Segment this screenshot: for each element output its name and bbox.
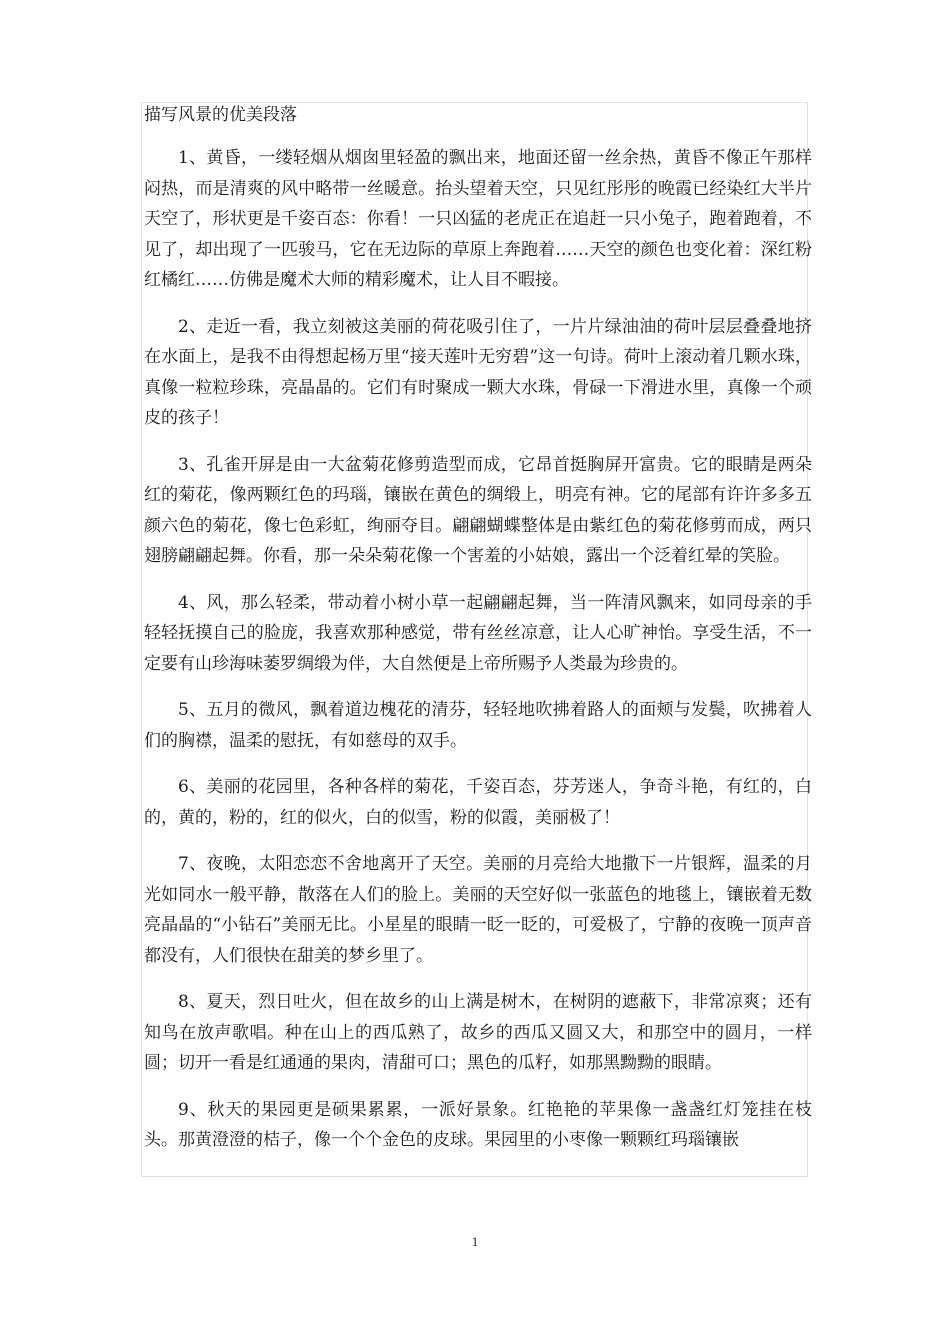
paragraph-8: 8、夏天，烈日吐火，但在故乡的山上满是树木，在树阴的遮蔽下，非常凉爽；还有知鸟在放声歌唱。种在山上的西瓜熟了，故乡的西瓜又圆又大，和那空中的圆月，一样圆；切开一看是红通通的果肉，清甜可口；黑色的瓜籽，如那黑黝黝的眼睛。 (144, 992, 812, 1073)
paragraph-7: 7、夜晚，太阳恋恋不舍地离开了天空。美丽的月亮给大地撒下一片银辉，温柔的月光如同水一般平静，散落在人们的脸上。美丽的天空好似一张蓝色的地毯上，镶嵌着无数亮晶晶的“小钻石”美丽无比。小星星的眼睛一眨一眨的，可爱极了，宁静的夜晚一顶声音都没有，人们很快在甜美的梦乡里了。 (144, 854, 812, 966)
paragraph-1: 1、黄昏，一缕轻烟从烟囱里轻盈的飘出来，地面还留一丝余热，黄昏不像正午那样闷热，而是清爽的风中略带一丝暖意。抬头望着天空，只见红彤彤的晚霞已经染红大半片天空了，形状更是千姿百态：你看！一只凶猛的老虎正在追赶一只小兔子，跑着跑着，不见了，却出现了一匹骏马，它在无边际的草原上奔跑着……天空的颜色也变化着：深红粉红橘红……仿佛是魔术大师的精彩魔术，让人目不暇接。 (144, 148, 812, 290)
page-number: 1 (471, 1234, 479, 1249)
paragraph-6: 6、美丽的花园里，各种各样的菊花，千姿百态，芬芳迷人，争奇斗艳，有红的，白的，黄的，粉的，红的似火，白的似雪，粉的似霞，美丽极了！ (144, 777, 812, 828)
paragraph-2: 2、走近一看，我立刻被这美丽的荷花吸引住了，一片片绿油油的荷叶层层叠叠地挤在水面上，是我不由得想起杨万里“接天莲叶无穷碧”这一句诗。荷叶上滚动着几颗水珠，真像一粒粒珍珠，亮晶晶的。它们有时聚成一颗大水珠，骨碌一下滑进水里，真像一个顽皮的孩子！ (144, 316, 812, 428)
paragraph-4: 4、风，那么轻柔，带动着小树小草一起翩翩起舞，当一阵清风飘来，如同母亲的手轻轻抚摸自己的脸庞，我喜欢那种感觉，带有丝丝凉意，让人心旷神怡。享受生活，不一定要有山珍海味萎罗绸缎为伴，大自然便是上帝所赐予人类最为珍贵的。 (144, 592, 812, 674)
document-title: 描写风景的优美段落 (144, 105, 297, 125)
paragraph-9: 9、秋天的果园更是硕果累累，一派好景象。红艳艳的苹果像一盏盏红灯笼挂在枝头。那黄澄澄的桔子，像一个个金色的皮球。果园里的小枣像一颗颗红玛瑙镶嵌 (144, 1099, 812, 1150)
paragraph-5: 5、五月的微风，飘着道边槐花的清芬，轻轻地吹拂着路人的面颊与发鬓，吹拂着人们的胸襟，温柔的慰抚，有如慈母的双手。 (144, 700, 812, 751)
paragraph-3: 3、孔雀开屏是由一大盆菊花修剪造型而成，它昂首挺胸屏开富贵。它的眼睛是两朵红的菊花，像两颗红色的玛瑙，镶嵌在黄色的绸缎上，明亮有神。它的尾部有许许多多五颜六色的菊花，像七色彩虹，绚丽夺目。翩翩蝴蝶整体是由紫红色的菊花修剪而成，两只翅膀翩翩起舞。你看，那一朵朵菊花像一个害羞的小姑娘，露出一个泛着红晕的笑脸。 (144, 454, 812, 566)
document-body (144, 100, 812, 1172)
